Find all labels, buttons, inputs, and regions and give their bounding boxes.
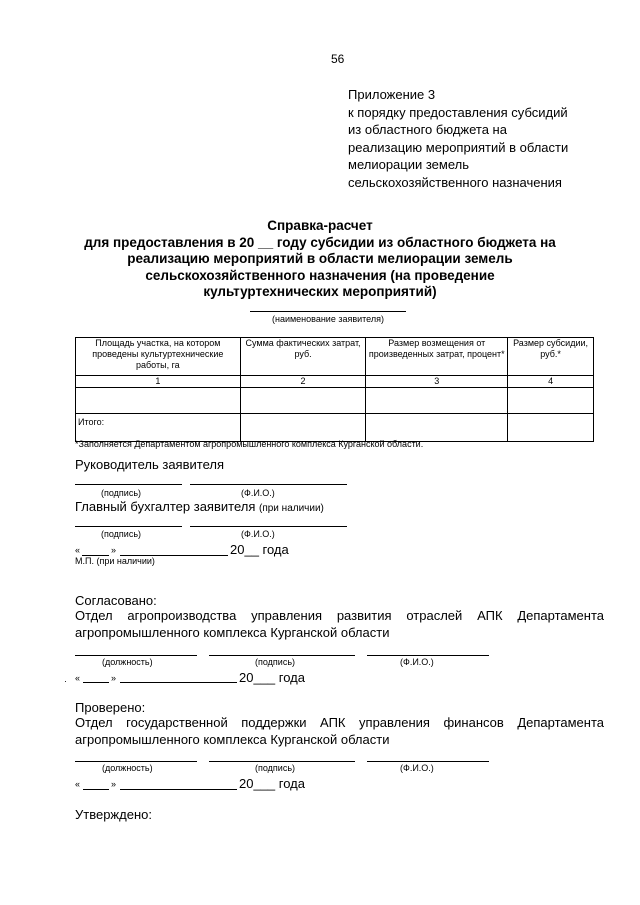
year-text: 20___ года xyxy=(239,670,305,685)
table-cell[interactable] xyxy=(76,388,241,414)
page-number: 56 xyxy=(331,52,345,66)
position-caption: (должность) xyxy=(102,763,153,773)
quote-open: « xyxy=(75,545,81,555)
accountant-note: (при наличии) xyxy=(259,503,324,514)
total-row xyxy=(76,414,594,442)
stamp-place: М.П. (при наличии) xyxy=(75,556,155,566)
agreed-department-line2: агропромышленного комплекса Курганской области xyxy=(75,625,390,640)
total-label: Итого: xyxy=(76,414,241,442)
checked-title: Проверено: xyxy=(75,700,146,715)
position-line xyxy=(75,761,197,762)
col-header-subsidy: Размер субсидии, руб.* xyxy=(508,338,594,376)
title-line: сельскохозяйственного назначения (на проведение xyxy=(145,267,495,283)
table-cell[interactable] xyxy=(508,388,594,414)
head-title: Руководитель заявителя xyxy=(75,457,224,472)
table-cell[interactable] xyxy=(366,414,508,442)
title-line: культуртехнических мероприятий) xyxy=(203,284,437,299)
fio-line xyxy=(367,761,489,762)
col-header-area: Площадь участка, на котором проведены культуртехнические работы, га xyxy=(76,338,241,376)
day-line xyxy=(83,789,109,790)
fio-line xyxy=(367,655,489,656)
appendix-note xyxy=(348,86,568,191)
col-number: 1 xyxy=(76,376,241,388)
position-line xyxy=(75,655,197,656)
signature-line xyxy=(75,484,182,485)
quote-open: « xyxy=(75,779,81,789)
col-number: 3 xyxy=(366,376,508,388)
quote-close: » xyxy=(111,779,117,789)
table-row xyxy=(76,388,594,414)
accountant-title-text: Главный бухгалтер заявителя xyxy=(75,499,256,514)
margin-mark: · xyxy=(64,676,67,686)
fio-caption: (Ф.И.О.) xyxy=(241,529,275,539)
appendix-line: сельскохозяйственного назначения xyxy=(348,174,562,190)
checked-department-line2: агропромышленного комплекса Курганской области xyxy=(75,732,390,747)
table-cell[interactable] xyxy=(240,388,366,414)
fio-caption: (Ф.И.О.) xyxy=(400,763,434,773)
signature-line xyxy=(75,526,182,527)
title-line: Справка-расчет xyxy=(267,218,373,233)
accountant-title xyxy=(75,499,324,514)
fio-line xyxy=(190,526,347,527)
position-caption: (должность) xyxy=(102,657,153,667)
agreed-department-line1: Отдел агропроизводства управления развития отраслей АПК Департамента xyxy=(75,608,604,623)
table-cell[interactable] xyxy=(240,414,366,442)
footnote: *Заполняется Департаментом агропромышленного комплекса Курганской области. xyxy=(75,439,424,449)
quote-close: » xyxy=(111,545,117,555)
month-line xyxy=(120,789,237,790)
sign-caption: (подпись) xyxy=(101,488,142,498)
title-line: для предоставления в 20 __ году субсидии из областного бюджета на xyxy=(84,234,556,250)
col-number: 4 xyxy=(508,376,594,388)
calculation-table xyxy=(75,337,594,442)
fio-caption: (Ф.И.О.) xyxy=(241,488,275,498)
appendix-line: из областного бюджета на xyxy=(348,122,507,137)
year-text: 20___ года xyxy=(239,776,305,791)
fio-line xyxy=(190,484,347,485)
col-header-costs: Сумма фактических затрат, руб. xyxy=(240,338,366,376)
quote-close: » xyxy=(111,673,117,683)
fio-caption: (Ф.И.О.) xyxy=(400,657,434,667)
year-text: 20__ года xyxy=(230,542,289,557)
applicant-name-caption: (наименование заявителя) xyxy=(271,314,385,324)
sign-caption: (подпись) xyxy=(255,657,296,667)
col-header-percent: Размер возмещения от произведенных затрат, процент* xyxy=(366,338,508,376)
table-cell[interactable] xyxy=(366,388,508,414)
day-line xyxy=(83,682,109,683)
appendix-line: мелиорации земель xyxy=(348,157,469,172)
agreed-title: Согласовано: xyxy=(75,593,157,608)
table-cell[interactable] xyxy=(508,414,594,442)
document-title xyxy=(60,218,580,301)
signature-line xyxy=(209,761,355,762)
month-line xyxy=(120,682,237,683)
sign-caption: (подпись) xyxy=(101,529,142,539)
appendix-line: Приложение 3 xyxy=(348,87,436,102)
sign-caption: (подпись) xyxy=(255,763,296,773)
quote-open: « xyxy=(75,673,81,683)
signature-line xyxy=(209,655,355,656)
approved-title: Утверждено: xyxy=(75,807,152,822)
appendix-line: реализацию мероприятий в области xyxy=(348,139,569,155)
checked-department-line1: Отдел государственной поддержки АПК управления финансов Департамента xyxy=(75,715,604,730)
applicant-name-line xyxy=(250,311,406,312)
col-number: 2 xyxy=(240,376,366,388)
appendix-line: к порядку предоставления субсидий xyxy=(348,104,568,120)
title-line: реализацию мероприятий в области мелиорации земель xyxy=(127,251,513,266)
